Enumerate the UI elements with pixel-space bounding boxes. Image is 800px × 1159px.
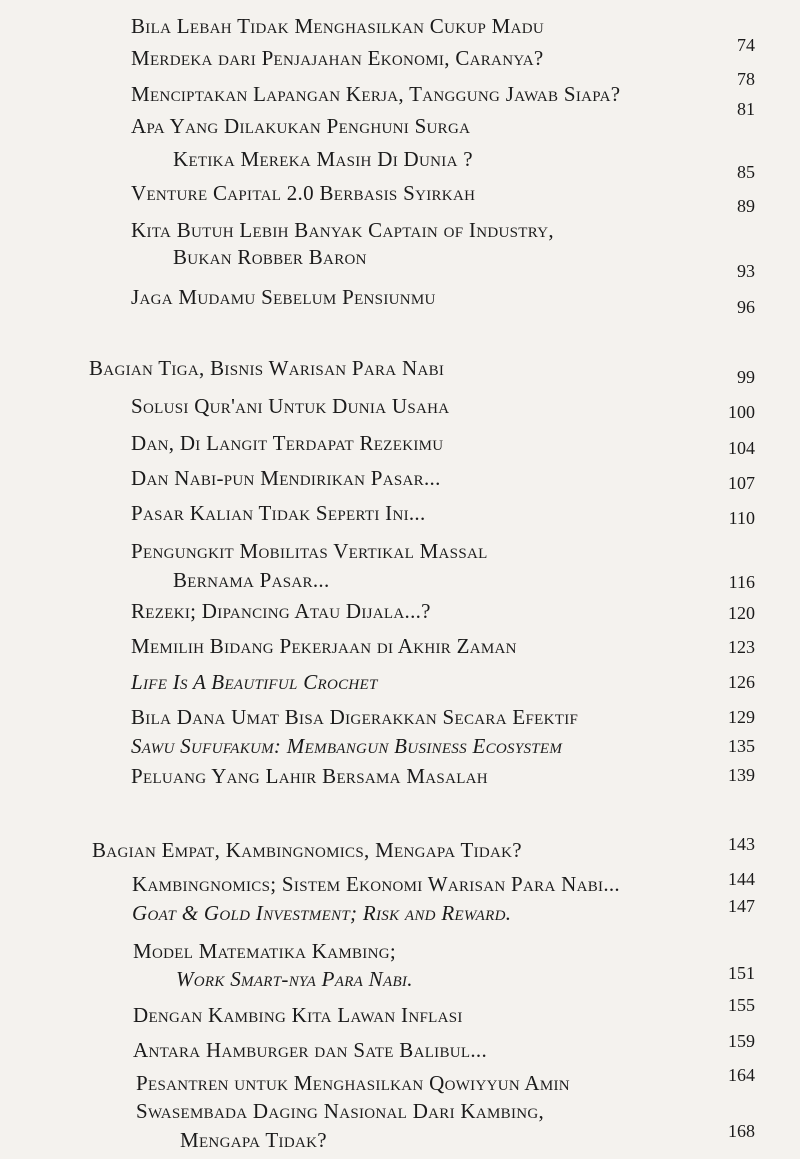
toc-entry-text bbox=[132, 901, 511, 925]
toc-entry-text: Dan Nabi-pun Mendirikan Pasar... bbox=[131, 466, 441, 490]
toc-entry-page: 100 bbox=[728, 402, 755, 422]
toc-entry-page: 135 bbox=[728, 736, 755, 756]
toc-entry-text-continued: Bukan Robber Baron bbox=[173, 245, 367, 269]
italic-title: Work Smart-nya Para Nabi. bbox=[176, 967, 413, 991]
toc-entry-page: 81 bbox=[737, 99, 755, 119]
toc-entry-text: Antara Hamburger dan Sate Balibul... bbox=[133, 1038, 488, 1062]
toc-entry-text: Jaga Mudamu Sebelum Pensiunmu bbox=[131, 285, 436, 309]
toc-entry-page: 110 bbox=[728, 508, 755, 528]
toc-section-heading: Bagian Empat, Kambingnomics, Mengapa Tidak? bbox=[92, 838, 522, 862]
toc-entry-text: Solusi Qur'ani Untuk Dunia Usaha bbox=[131, 394, 450, 418]
toc-entry-text: Merdeka dari Penjajahan Ekonomi, Caranya? bbox=[131, 46, 544, 70]
toc-entry-text: Menciptakan Lapangan Kerja, Tanggung Jawab Siapa? bbox=[131, 82, 621, 106]
toc-entry-text-continued: Mengapa Tidak? bbox=[180, 1128, 327, 1152]
italic-title: Sawu Sufufakum: Membangun Business Ecosystem bbox=[131, 734, 563, 758]
toc-entry-text: Venture Capital 2.0 Berbasis Syirkah bbox=[131, 181, 476, 205]
toc-entry-text bbox=[131, 670, 378, 694]
toc-entry-page: 107 bbox=[728, 473, 755, 493]
toc-entry-page: 144 bbox=[728, 869, 755, 889]
toc-entry-page: 93 bbox=[737, 261, 755, 281]
toc-entry-text: Bila Lebah Tidak Menghasilkan Cukup Madu bbox=[131, 14, 545, 38]
toc-entry-text: Dan, Di Langit Terdapat Rezekimu bbox=[131, 431, 444, 455]
toc-entry-page: 123 bbox=[728, 637, 755, 657]
toc-entry-page: 74 bbox=[737, 35, 755, 55]
toc-entry-text: Kambingnomics; Sistem Ekonomi Warisan Para Nabi... bbox=[132, 872, 620, 896]
toc-entry-page: 116 bbox=[728, 572, 755, 592]
toc-entry-text bbox=[131, 734, 562, 758]
toc-entry-page: 143 bbox=[728, 834, 755, 854]
toc-entry-text: Kita Butuh Lebih Banyak Captain of Industry, bbox=[131, 218, 554, 242]
toc-entry-text: Model Matematika Kambing; bbox=[133, 939, 396, 963]
toc-entry-page: 78 bbox=[737, 69, 755, 89]
toc-entry-page: 104 bbox=[728, 438, 755, 458]
toc-entry-page: 155 bbox=[728, 995, 755, 1015]
toc-entry-page: 164 bbox=[728, 1065, 755, 1085]
toc-entry-text: Pasar Kalian Tidak Seperti Ini... bbox=[131, 501, 426, 525]
toc-entry-page: 96 bbox=[737, 297, 755, 317]
toc-entry-page: 139 bbox=[728, 765, 755, 785]
toc-entry-text-continued: Ketika Mereka Masih Di Dunia ? bbox=[173, 147, 473, 171]
toc-entry-page: 151 bbox=[728, 963, 755, 983]
toc-entry-page: 99 bbox=[737, 367, 755, 387]
toc-entry-text-continued bbox=[176, 967, 413, 991]
toc-entry-text: Peluang Yang Lahir Bersama Masalah bbox=[131, 764, 488, 788]
toc-entry-page: 168 bbox=[728, 1121, 755, 1141]
toc-entry-page: 129 bbox=[728, 707, 755, 727]
toc-entry-text-continued: Bernama Pasar... bbox=[173, 568, 330, 592]
toc-section-heading: Bagian Tiga, Bisnis Warisan Para Nabi bbox=[89, 356, 445, 380]
toc-entry-page: 147 bbox=[728, 896, 755, 916]
toc-entry-page: 120 bbox=[728, 603, 755, 623]
toc-entry-page: 126 bbox=[728, 672, 755, 692]
toc-entry-text: Rezeki; Dipancing Atau Dijala...? bbox=[131, 599, 431, 623]
toc-entry-page: 85 bbox=[737, 162, 755, 182]
toc-entry-text: Pesantren untuk Menghasilkan Qowiyyun Amin bbox=[136, 1071, 570, 1095]
toc-entry-text: Swasembada Daging Nasional Dari Kambing, bbox=[136, 1099, 545, 1123]
italic-title: Goat & Gold Investment; Risk and Reward. bbox=[132, 901, 512, 925]
italic-title: Life Is A Beautiful Crochet bbox=[131, 670, 378, 694]
toc-entry-page: 159 bbox=[728, 1031, 755, 1051]
toc-entry-text: Dengan Kambing Kita Lawan Inflasi bbox=[133, 1003, 463, 1027]
toc-entry-text: Memilih Bidang Pekerjaan di Akhir Zaman bbox=[131, 634, 517, 658]
toc-entry-text: Pengungkit Mobilitas Vertikal Massal bbox=[131, 539, 488, 563]
toc-entry-page: 89 bbox=[737, 196, 755, 216]
toc-entry-text: Bila Dana Umat Bisa Digerakkan Secara Efektif bbox=[131, 705, 579, 729]
toc-entry-text: Apa Yang Dilakukan Penghuni Surga bbox=[131, 114, 471, 138]
